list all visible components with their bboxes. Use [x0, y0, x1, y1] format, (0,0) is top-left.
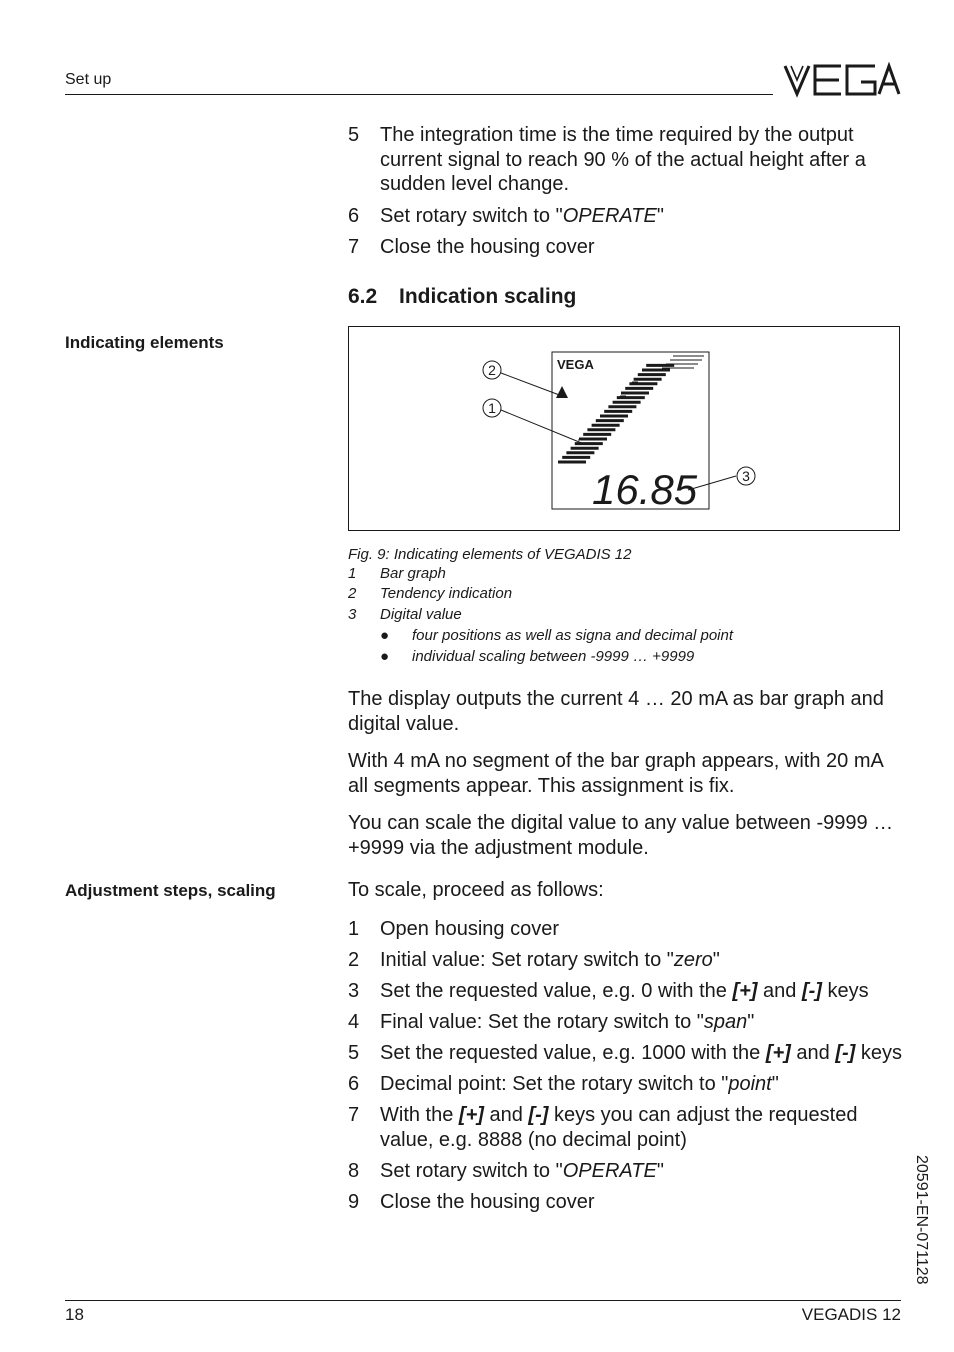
legend-item: 1 Bar graph [348, 565, 446, 582]
list-item: 8 Set rotary switch to "OPERATE" [348, 1159, 664, 1182]
list-item: ● individual scaling between -9999 … +9999 [380, 647, 695, 665]
document-id: 20591-EN-071128 [913, 1155, 930, 1285]
callout-2 [483, 361, 501, 379]
callout-3 [737, 467, 755, 485]
section-heading: 6.2 Indication scaling [348, 285, 577, 308]
list-item: 3 Set the requested value, e.g. 0 with the [+] and [-] keys [348, 980, 869, 1002]
list-item: ● four positions as well as signa and decimal point [380, 627, 734, 644]
tendency-icon [556, 386, 568, 398]
legend-item: 3 Digital value [348, 606, 462, 623]
figure-caption: Fig. 9: Indicating elements of VEGADIS 12 [348, 546, 632, 563]
paragraph: With 4 mA no segment of the bar graph appears, with 20 mA all segments appear. This assignment is fix. [348, 750, 883, 797]
footer-rule [65, 1300, 901, 1301]
paragraph: To scale, proceed as follows: [348, 879, 604, 901]
paragraph: You can scale the digital value to any value between -9999 … +9999 via the adjustment module. [348, 812, 894, 859]
figure-frame [348, 326, 900, 531]
header-rule [65, 94, 773, 95]
bar-graph [558, 365, 674, 462]
list-item: 7 Close the housing cover [348, 236, 595, 258]
legend-item: 2 Tendency indication [348, 585, 513, 602]
list-item: 5 Set the requested value, e.g. 1000 with the [+] and [-] keys [348, 1042, 902, 1064]
list-item: 4 Final value: Set the rotary switch to "span" [348, 1011, 755, 1033]
list-item: 2 Initial value: Set rotary switch to "zero" [348, 949, 720, 971]
digital-value-bullets [380, 626, 733, 667]
list-item: 7 With the [+] and [-] keys you can adjust the requested value, e.g. 8888 (no decimal point) [348, 1104, 858, 1151]
steps-top [348, 123, 908, 260]
callout-1 [483, 399, 501, 417]
svg-text:1: 1 [488, 400, 496, 416]
digital-readout: 16.85 [592, 466, 698, 513]
svg-text:3: 3 [742, 468, 750, 484]
vega-logo [783, 62, 901, 98]
list-item: 6 Decimal point: Set the rotary switch to "point" [348, 1073, 779, 1095]
product-name: VEGADIS 12 [801, 1305, 901, 1324]
list-item: 1 Open housing cover [348, 918, 560, 940]
steps-bottom [348, 917, 908, 1214]
list-item: 9 Close the housing cover [348, 1190, 595, 1213]
list-item: 5 The integration time is the time required by the output current signal to reach 90 % of the actual height after a sudden level change. [348, 124, 866, 195]
running-header: Set up [65, 71, 112, 88]
svg-text:2: 2 [488, 362, 496, 378]
side-label-adjustment: Adjustment steps, scaling [65, 881, 276, 900]
display-logo: VEGA [557, 357, 594, 372]
list-item: 6 Set rotary switch to "OPERATE" [348, 204, 664, 227]
paragraph: The display outputs the current 4 … 20 mA as bar graph and digital value. [348, 688, 884, 735]
page-number: 18 [65, 1305, 84, 1324]
side-label-indicating: Indicating elements [65, 333, 224, 352]
display-illustration [348, 326, 900, 531]
